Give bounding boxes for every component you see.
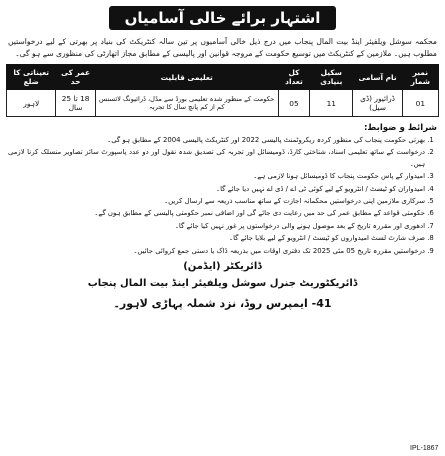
table-row — [7, 90, 439, 117]
term-item: 3. امیدوار کے پاس حکومت پنجاب کا ڈومیسائل ہونا لازمی ہے۔ — [8, 171, 425, 182]
term-item: 7. ادھوری اور مقررہ تاریخ کے بعد موصول ہونے والی درخواستوں پر غور نہیں کیا جائے گا۔ — [8, 221, 425, 232]
cell-qualification: حکومت کے منظور شدہ تعلیمی بورڈ سے مڈل، ڈرائیونگ لائسنس کم از کم پانچ سال کا تجربہ — [95, 90, 278, 117]
terms-heading: شرائط و ضوابط: — [363, 123, 437, 133]
signatory-designation: ڈائریکٹر (ایڈمن) — [183, 261, 262, 273]
cell-sno: 01 — [402, 90, 438, 117]
cell-age: 18 تا 25 سال — [56, 90, 95, 117]
term-item: 1. بھرتی حکومت پنجاب کی منظور کردہ ریکروٹمنٹ پالیسی 2022 اور کنٹریکٹ پالیسی 2004 کے مطابق ہو گی۔ — [8, 135, 425, 146]
cell-district: لاہور — [7, 90, 56, 117]
terms-list — [6, 135, 439, 257]
signature-block — [6, 261, 439, 310]
cell-scale: 11 — [310, 90, 353, 117]
term-item: 4. امیدواران کو ٹیسٹ / انٹرویو کے لیے کوئی ٹی اے / ڈی اے نہیں دیا جائے گا۔ — [8, 184, 425, 195]
header-count: کل تعداد — [278, 65, 310, 90]
intro-paragraph: محکمہ سوشل ویلفیئر اینڈ بیت المال پنجاب میں درج ذیل خالی آسامیوں پر تین سالہ کنٹریکٹ کی بنیاد پر بھرتی کے لیے درخواستیں مطلوب ہیں۔ ملازمین کے کنٹریکٹ میں توسیع حکومت کے مروجہ قوانین اور پالیسی کے مطابق مجاز اتھارٹی کی منظوری سے ہو گی۔ — [8, 37, 437, 58]
term-item: 2. درخواست کے ساتھ تعلیمی اسناد، شناختی کارڈ، ڈومیسائل اور تجربہ کی تصدیق شدہ نقول اور دو عدد پاسپورٹ سائز تصاویر منسلک کرنا لازمی ہیں۔ — [8, 147, 425, 170]
office-address: 41- ایمپرس روڈ، نزد شملہ پہاڑی لاہور۔ — [113, 297, 332, 311]
vacancy-table-header — [7, 65, 439, 90]
cell-post: ڈرائیور (ڈی سیل) — [353, 90, 402, 117]
header-district: تعیناتی کا ضلع — [7, 65, 56, 90]
header-post: نام آسامی — [353, 65, 402, 90]
advertisement-banner: اشتہار برائے خالی آسامیاں — [109, 6, 337, 30]
term-item: 6. حکومتی قواعد کے مطابق عمر کی حد میں رعایت دی جائے گی اور اضافی نمبر حکومتی پالیسی کے مطابق ہوں گے۔ — [8, 208, 425, 219]
signatory-department: ڈائریکٹوریٹ جنرل سوشل ویلفیئر اینڈ بیت المال پنجاب — [87, 278, 358, 290]
header-qualification: تعلیمی قابلیت — [95, 65, 278, 90]
cell-count: 05 — [278, 90, 310, 117]
ipl-reference-number: IPL-1867 — [410, 445, 439, 452]
term-item: 8. صرف شارٹ لسٹ امیدواروں کو ٹیسٹ / انٹرویو کے لیے بلایا جائے گا۔ — [8, 233, 425, 244]
term-item: 9. درخواستیں مقررہ تاریخ 05 مئی 2025 تک دفتری اوقات میں بذریعہ ڈاک یا دستی جمع کروائی جائیں۔ — [8, 246, 425, 257]
header-scale: سکیل بنیادی — [310, 65, 353, 90]
header-age: عمر کی حد — [56, 65, 95, 90]
term-item: 5. سرکاری ملازمین اپنی درخواستیں محکمانہ اجازت کے ساتھ مناسب ذریعہ سے ارسال کریں۔ — [8, 196, 425, 207]
header-sno: نمبر شمار — [402, 65, 438, 90]
vacancy-table — [6, 64, 439, 117]
banner-wrapper — [6, 6, 439, 30]
